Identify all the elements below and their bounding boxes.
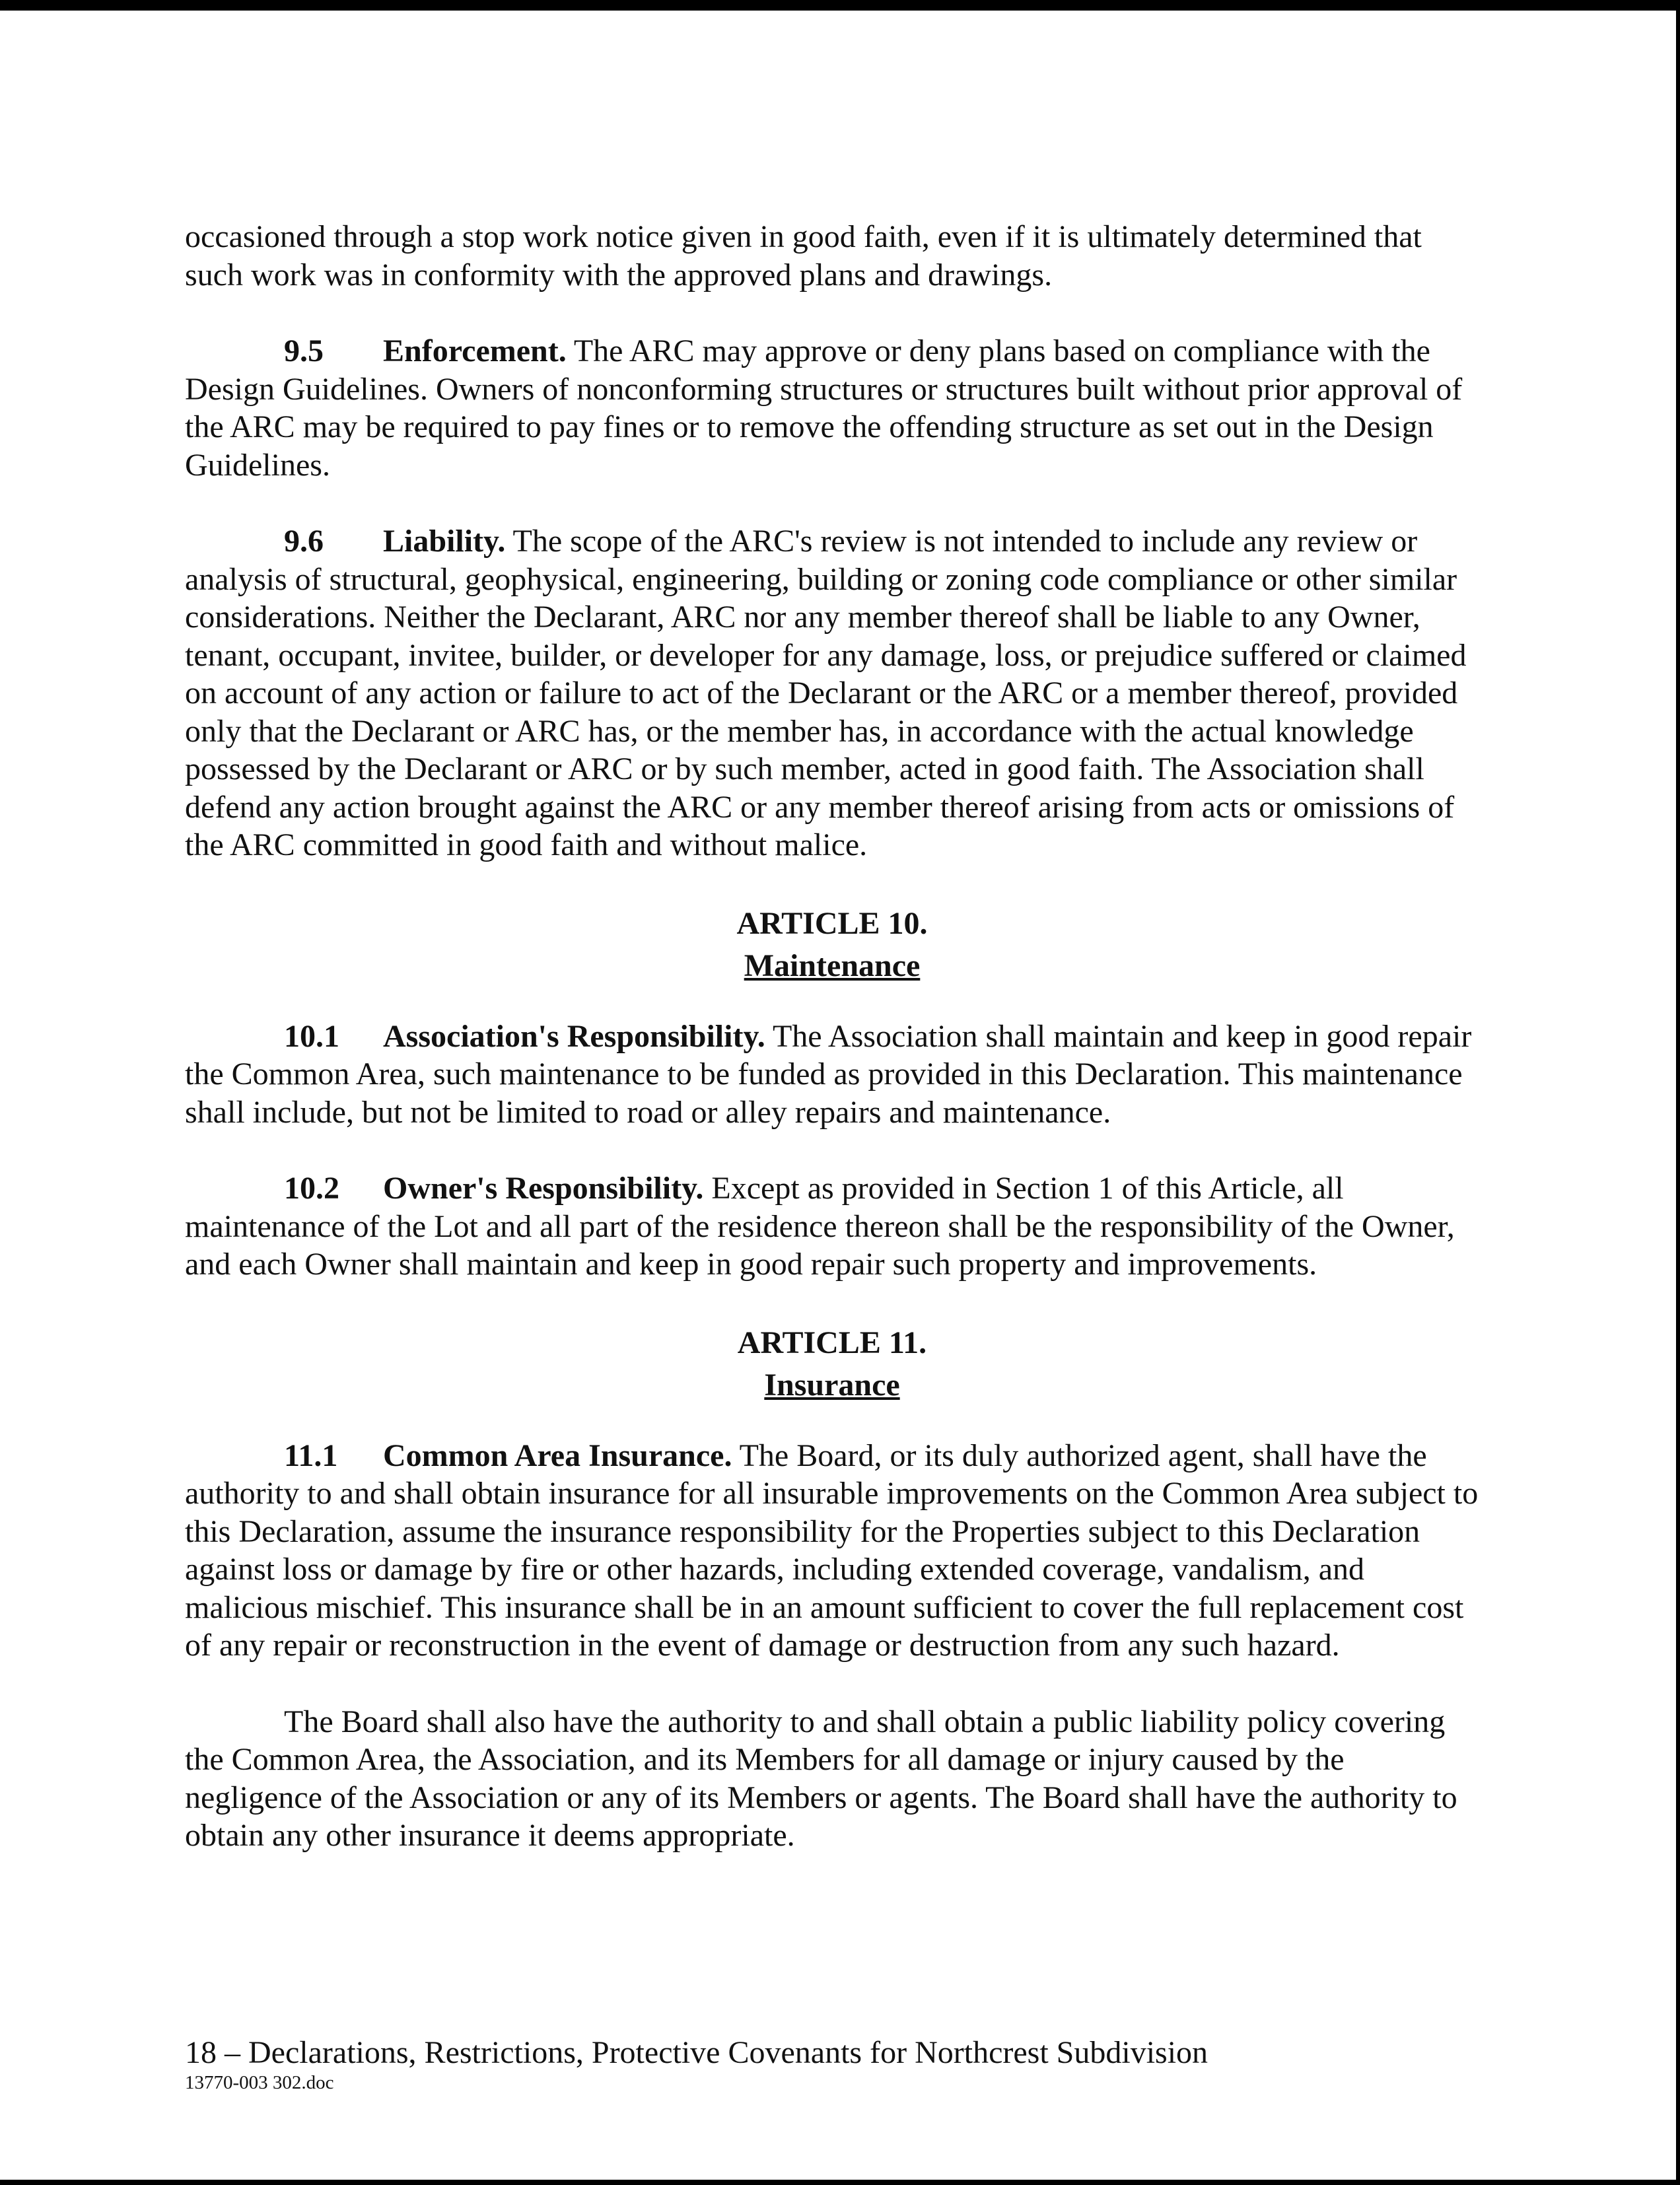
- section-text: The scope of the ARC's review is not intended to include any review or analysis of structural, geophysical, engineering, building or zoning code compliance or other similar considerations. Neither the Declarant, ARC nor any member thereof shall be liable to any Owner, tenant, occupant, invitee, builder, or developer for any damage, loss, or prejudice suffered or claimed on account of any action or failure to act of the Declarant or the ARC or a member thereof, provided only that the Declarant or ARC has, or the member has, in accordance with the actual knowledge possessed by the Declarant or ARC or by such member, acted in good faith. The Association shall defend any action brought against the ARC or any member thereof arising from acts or omissions of the ARC committed in good faith and without malice.: [185, 524, 1467, 862]
- section-title: Common Area Insurance.: [383, 1438, 732, 1473]
- document-page: [185, 218, 1479, 1893]
- section-title: Enforcement.: [383, 333, 567, 368]
- scan-top-border: [0, 0, 1680, 11]
- article-10-header: [185, 903, 1479, 987]
- page-footer: [185, 2035, 1479, 2095]
- article-heading: ARTICLE 11.: [737, 1325, 927, 1360]
- section-10-1: [185, 1018, 1479, 1132]
- section-text: The Board, or its duly authorized agent, shall have the authority to and shall obtain insurance for all insurable improvements on the Common Area subject to this Declaration, assume the insurance responsibility for the Properties subject to this Declaration against loss or damage by fire or other hazards, including extended coverage, vandalism, and malicious mischief. This insurance shall be in an amount sufficient to cover the full replacement cost of any repair or reconstruction in the event of damage or destruction from any such hazard.: [185, 1438, 1479, 1663]
- section-number: 10.2: [284, 1171, 339, 1206]
- section-title: Owner's Responsibility.: [383, 1171, 704, 1206]
- article-heading: ARTICLE 10.: [736, 905, 928, 941]
- section-10-2: [185, 1169, 1479, 1284]
- section-9-6: [185, 522, 1479, 864]
- section-text: Except as provided in Section 1 of this Article, all maintenance of the Lot and all part of the residence thereon shall be the responsibility of the Owner, and each Owner shall maintain and keep in good repair such property and improvements.: [185, 1171, 1455, 1282]
- footer-page-line: 18 – Declarations, Restrictions, Protective Covenants for Northcrest Subdivision: [185, 2035, 1208, 2070]
- section-number: 9.6: [284, 524, 324, 559]
- continuation-paragraph: occasioned through a stop work notice given in good faith, even if it is ultimately determined that such work was in conformity with the approved plans and drawings.: [185, 219, 1422, 293]
- article-title: Maintenance: [744, 948, 921, 983]
- section-title: Liability.: [383, 524, 506, 559]
- section-text: The Association shall maintain and keep in good repair the Common Area, such maintenance to be funded as provided in this Declaration. This maintenance shall include, but not be limited to road or alley repairs and maintenance.: [185, 1018, 1472, 1130]
- scan-bottom-border: [0, 2180, 1680, 2185]
- section-11-1: [185, 1437, 1479, 1665]
- section-number: 9.5: [284, 333, 324, 368]
- closing-paragraph: The Board shall also have the authority to and shall obtain a public liability policy covering the Common Area, the Association, and its Members for all damage or injury caused by the negligence of the Association or any of its Members or agents. The Board shall have the authority to obtain any other insurance it deems appropriate.: [185, 1704, 1457, 1853]
- section-title: Association's Responsibility.: [383, 1018, 765, 1054]
- section-number: 11.1: [284, 1438, 338, 1473]
- section-text: The ARC may approve or deny plans based on compliance with the Design Guidelines. Owners of nonconforming structures or structures built without prior approval of the ARC may be required to pay fines or to remove the offending structure as set out in the Design Guidelines.: [185, 333, 1463, 483]
- article-11-header: [185, 1322, 1479, 1406]
- footer-doc-id: 13770-003 302.doc: [185, 2072, 334, 2093]
- article-title: Insurance: [764, 1367, 900, 1403]
- scan-right-border: [1676, 0, 1680, 2185]
- section-9-5: [185, 332, 1479, 484]
- section-number: 10.1: [284, 1018, 339, 1054]
